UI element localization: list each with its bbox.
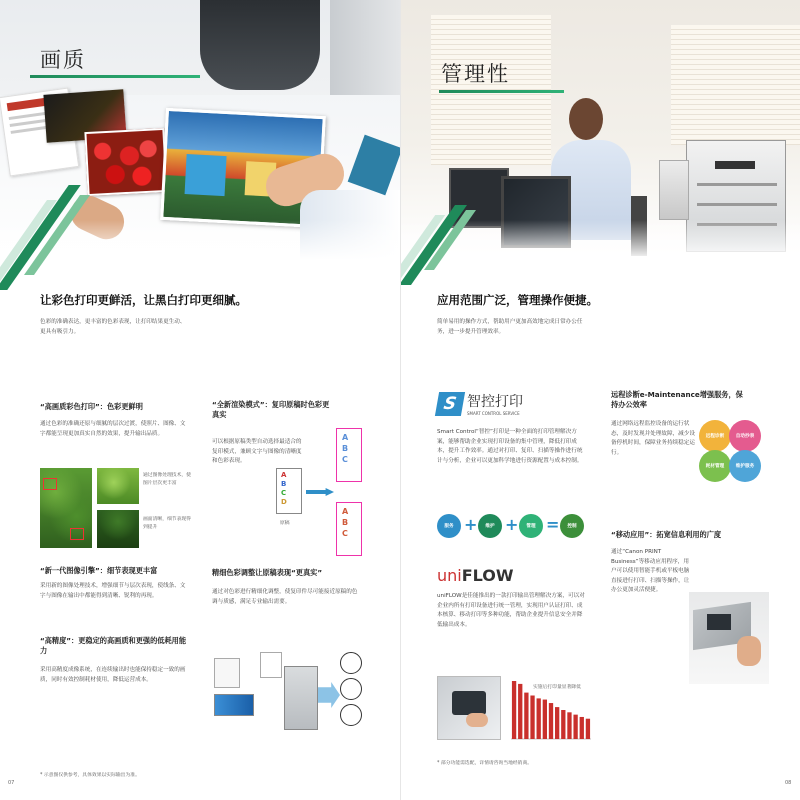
office-worker	[569, 98, 603, 140]
left-footnote: * 示意图仅供参考，具体效果以实际输出为准。	[40, 773, 140, 778]
block4-body: 通过对色彩进行精细化调整，使复印件尽可能接近原稿的色调与质感，满足专业输出需要。	[212, 589, 358, 605]
right-intro: 简单易用的操作方式，帮助用户更加高效地完成日常办公任务，进一步提升管理效率。	[437, 319, 583, 335]
uniflow-footnote: * 部分功能需选配，详情请咨询当地经销商。	[437, 761, 533, 766]
block1-title: “高画质彩色打印”：色彩更鲜明	[40, 402, 143, 411]
mobile-body: 通过“Canon PRINT Business”等移动应用程序，用户可以使用智能手机或平板电脑直接进行打印、扫描等操作，让办公更加灵活便捷。	[611, 549, 690, 594]
section-title-underline	[439, 90, 564, 93]
photo-caption-1: 通过图像处理技术，使图片层次更丰富	[143, 473, 191, 486]
emaint-body: 通过网络远程监控设备的运行状态，及时发现并处理故障，减少设备停机时间，保障业务持续稳定运行。	[611, 421, 695, 456]
abc-original-doc: A B C D	[276, 468, 302, 514]
flow-caption: 原稿	[280, 521, 290, 526]
bar-chart-legend: 实施后打印量显著降低	[533, 685, 581, 690]
detail-marker	[43, 478, 57, 490]
abc-output-doc-2: A B C	[336, 502, 362, 556]
right-page-number: 08	[785, 780, 792, 786]
smart-control-name: 智控打印	[467, 394, 523, 410]
emaint-petal-diagram	[699, 416, 763, 498]
bar	[561, 710, 565, 739]
bar	[518, 684, 522, 739]
bar	[567, 712, 571, 739]
right-headline: 应用范围广泛，管理操作便捷。	[437, 293, 598, 307]
uniflow-logo: uniFLOW	[437, 566, 514, 585]
bar	[573, 715, 577, 739]
step-circle-3: 管理	[519, 514, 543, 538]
plus-sign: +	[505, 515, 519, 534]
flow-arrow	[306, 488, 334, 496]
mobile-title: “移动应用”：拓宽信息利用的广度	[611, 530, 722, 539]
emaint-title: 远程诊断e-Maintenance增强服务，保持办公效率	[611, 390, 743, 409]
equals-sign: =	[546, 515, 560, 534]
section-title-image-quality: 画质	[40, 48, 86, 72]
smart-control-logo: S	[435, 392, 465, 416]
left-page-number: 07	[8, 780, 15, 786]
window-blinds	[671, 25, 800, 145]
petal-orange: 远程诊断	[699, 420, 731, 452]
smart-control-body: Smart Control“智控”打印是一种全面的打印管理解决方案，能够帮助企业实现打印设备的集中管理，降低打印成本，提升工作效率。通过对打印、复印、扫描等操作进行统计与分析，企业可以更加科学地进行资源配置与成本控制。	[437, 429, 583, 464]
block2-body: 可以根据原稿类型自动选择最适合的复印模式，兼顾文字与图像的清晰度和色彩表现。	[212, 439, 302, 465]
bar	[530, 696, 534, 740]
bar	[586, 719, 590, 739]
mobile-printer-photo	[689, 592, 769, 684]
block5-title: “高精度”：更稳定的高画质和更强的低耗用能力	[40, 636, 187, 655]
detail-marker	[70, 528, 84, 540]
section-title-manageability: 管理性	[441, 62, 510, 86]
left-intro: 色彩的准确表达，更丰富的色彩表现，让打印结果更生动、更具有吸引力。	[40, 319, 186, 335]
block5-body: 采用高精度成像系统，在连续输出时也能保持稳定一致的画质，同时有效控制耗材使用，降低运营成本。	[40, 667, 186, 683]
step-circle-4: 控制	[560, 514, 584, 538]
right-page	[400, 0, 800, 800]
step-circle-2: 维护	[478, 514, 502, 538]
hero-photo-image-quality	[0, 0, 400, 260]
bar	[524, 693, 528, 739]
bar	[549, 703, 553, 739]
abc-output-doc-1: A B C	[336, 428, 362, 482]
section-title-underline	[30, 75, 200, 78]
smart-control-name-sub: SMART CONTROL SERVICE	[467, 411, 520, 416]
forest-photo-detail-2	[97, 510, 139, 548]
block3-title: “新一代图像引擎”：细节表现更丰富	[40, 566, 158, 575]
bar	[537, 698, 541, 739]
petal-blue: 维护服务	[729, 450, 761, 482]
step-circle-1: 服务	[437, 514, 461, 538]
bar	[580, 717, 584, 739]
plus-sign: +	[464, 515, 478, 534]
chair-shape	[200, 0, 320, 90]
forest-photo-detail-1	[97, 468, 139, 504]
forest-photo-large	[40, 468, 92, 548]
block4-title: 精细色彩调整让原稿表现“更真实”	[212, 568, 323, 577]
uniflow-terminal-photo	[437, 676, 501, 740]
bar	[543, 700, 547, 739]
block2-title: “全新渲染模式”：复印原稿时色彩更真实	[212, 400, 330, 419]
bar	[512, 681, 516, 739]
petal-green: 耗材管理	[699, 450, 731, 482]
workflow-illustration	[214, 650, 364, 740]
uniflow-body: uniFLOW是佳能推出的一款打印输出管理解决方案，可以对企业内所有打印设备进行统一管理，实现用户认证打印、成本核算、移动打印等多种功能，帮助企业提升信息安全并降低输出成本。	[437, 593, 585, 628]
monitor	[449, 168, 509, 228]
block3-body: 采用新的图像处理技术，增强细节与层次表现，使线条、文字与图像在输出中都能得到清晰、锐利的再现。	[40, 583, 186, 599]
petal-pink: 自动抄表	[729, 420, 761, 452]
print-strawberries	[84, 128, 167, 196]
left-headline: 让彩色打印更鲜活，让黑白打印更细腻。	[40, 293, 247, 307]
photo-caption-2: 画面清晰，细节表现得到提升	[143, 517, 191, 530]
block1-body: 通过色彩的准确还原与细腻的层次过渡，使照片、图像、文字都能呈现更加真实自然的效果，提升输出品质。	[40, 421, 186, 437]
bar	[555, 707, 559, 739]
